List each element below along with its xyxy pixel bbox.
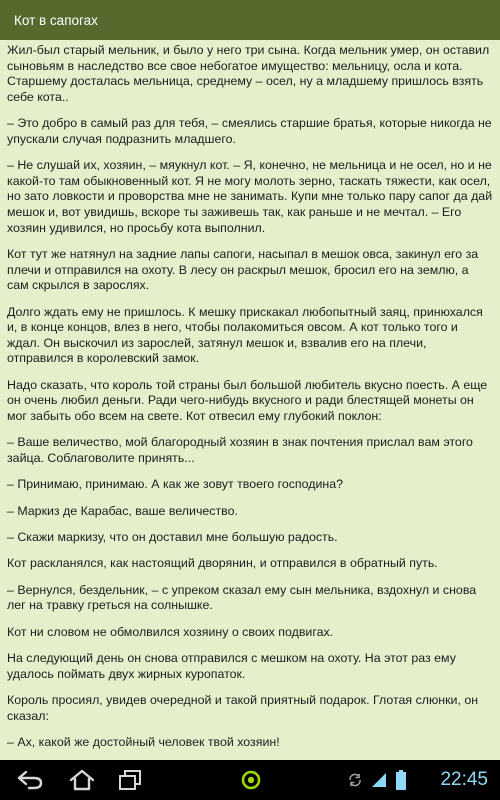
sync-indicator xyxy=(344,760,366,800)
story-paragraph: – Ах, какой же достойный человек твой хозяин! xyxy=(7,735,280,750)
home-icon xyxy=(67,768,97,792)
system-bar xyxy=(0,760,500,800)
back-button[interactable] xyxy=(8,760,52,800)
back-icon xyxy=(15,769,45,791)
story-paragraph: – Скажи маркизу, что он доставил мне большую радость. xyxy=(7,530,338,545)
app-status-button[interactable] xyxy=(236,760,266,800)
story-paragraph: – Вернулся, бездельник, – с упреком сказал ему сын мельника, вздохнул и снова лег на травку греться на солнышке. xyxy=(7,582,477,613)
clock[interactable]: 22:45 xyxy=(440,769,488,790)
home-button[interactable] xyxy=(60,760,104,800)
story-paragraph: – Принимаю, принимаю. А как же зовут твоего господина? xyxy=(7,477,344,492)
story-paragraph: Кот раскланялся, как настоящий дворянин, и отправился в обратный путь. xyxy=(7,556,438,571)
recent-apps-icon xyxy=(116,768,144,792)
signal-indicator xyxy=(368,760,390,800)
recent-apps-button[interactable] xyxy=(108,760,152,800)
story-paragraph: Кот ни словом не обмолвился хозяину о своих подвигах. xyxy=(7,624,334,639)
battery-indicator xyxy=(393,760,409,800)
story-paragraph: – Ваше величество, мой благородный хозяин в знак почтения прислал вам этого зайца. Соблаговолите принять... xyxy=(7,435,473,465)
story-text xyxy=(0,40,500,777)
story-paragraph: Жил-был старый мельник, и было у него три сына. Когда мельник умер, он оставил сыновьям в наследство все свое небогатое имущество: мельницу, осла и кота. Старшему досталась мельница, среднему – осел, ну а младшему пришлось взять себе кота.. xyxy=(7,43,490,104)
story-paragraph: Долго ждать ему не пришлось. К мешку прискакал любопытный заяц, принюхался и, в конце концов, влез в него, чтобы полакомиться овсом. А кот только того и ждал. Он выскочил из зарослей, затянул мешок и, взвалив его на плечи, отправился в королевский замок. xyxy=(7,304,483,366)
app-title-bar xyxy=(0,0,500,40)
app-title: Кот в сапогах xyxy=(14,12,98,28)
story-paragraph: – Это добро в самый раз для тебя, – смеялись старшие братья, которые никогда не упускали случая подразнить младшего. xyxy=(7,116,492,146)
story-scroll-view[interactable] xyxy=(0,40,500,760)
app-status-icon xyxy=(240,769,262,791)
sync-icon xyxy=(347,772,363,788)
battery-icon xyxy=(396,770,406,790)
story-paragraph: Король просиял, увидев очередной и такой приятный подарок. Глотая слюнки, он сказал: xyxy=(7,693,479,723)
story-paragraph: Кот тут же натянул на задние лапы сапоги, насыпал в мешок овса, закинул его за плечи и отправился на охоту. В лесу он раскрыл мешок, бросил его на землю, а сам скрылся в зарослях. xyxy=(7,246,479,293)
story-paragraph: На следующий день он снова отправился с мешком на охоту. На этот раз ему удалось поймать двух жирных куропаток. xyxy=(7,651,456,681)
story-paragraph: – Не слушай их, хозяин, – мяукнул кот. – Я, конечно, не мельница и не осел, но и не какой-то там обыкновенный кот. Я не могу молоть зерно, таскать тяжести, как осел, но зато ловкости и проворства мне не занимать. Купи мне только пару сапог да дай мешок и, вот увидишь, вскоре ты заживешь так, как раньше и не мечтал. – Его хозяин удивился, но просьбу кота выполнил. xyxy=(7,158,493,235)
story-paragraph: Надо сказать, что король той страны был большой любитель вкусно поесть. А еще он очень любил деньги. Ради чего-нибудь вкусного и ради блестящей монеты он мог забыть обо всем на свете. Кот отвесил ему глубокий поклон: xyxy=(7,377,488,423)
story-paragraph: – Маркиз де Карабас, ваше величество. xyxy=(7,503,238,518)
signal-icon xyxy=(370,771,388,789)
